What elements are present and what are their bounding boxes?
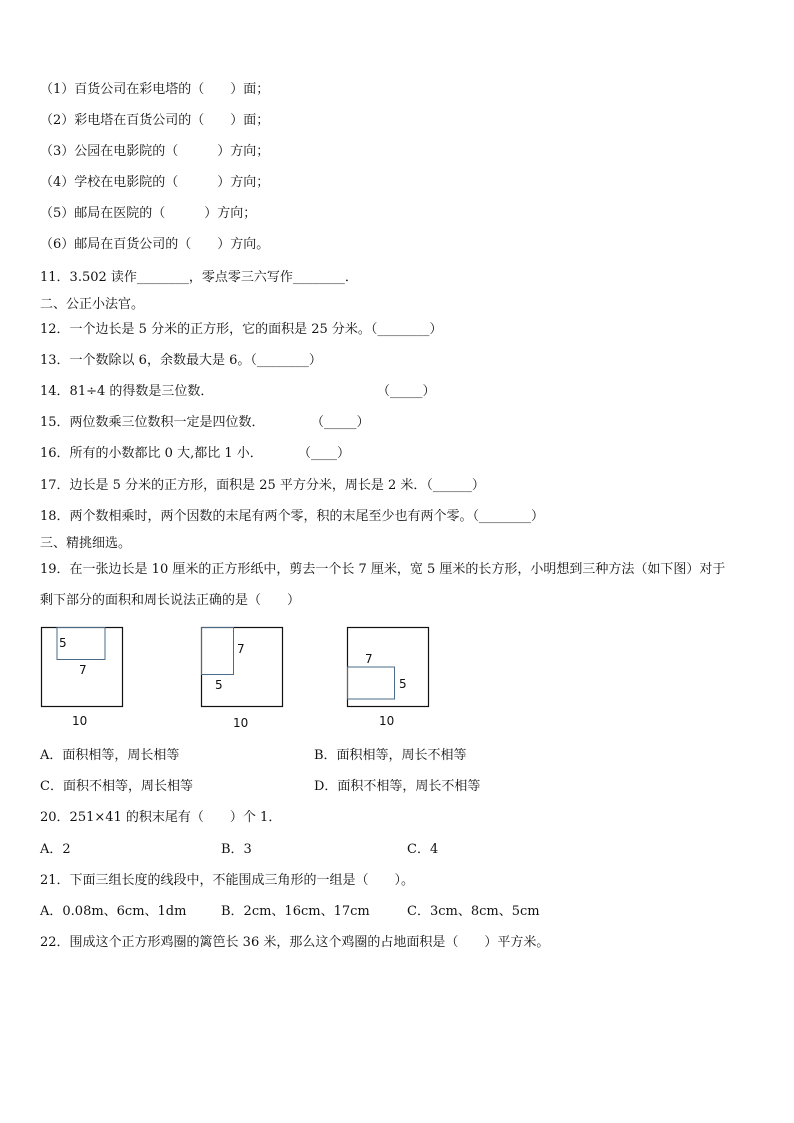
question-12: 12．一个边长是 5 分米的正方形，它的面积是 25 分米。（________） <box>40 322 443 337</box>
question-15: 15．两位数乘三位数积一定是四位数． <box>40 415 265 430</box>
figure-3-cut-rect <box>348 667 395 699</box>
figure-2-cut-rect <box>202 628 234 675</box>
figure-2 <box>201 627 291 736</box>
question-19-line1: 19．在一张边长是 10 厘米的正方形纸中，剪去一个长 7 厘米，宽 5 厘米的长方形，小明想到三种方法（如下图）对于 <box>40 562 726 577</box>
question-13: 13．一个数除以 6，余数最大是 6。（________） <box>40 353 322 368</box>
question-22: 22．围成这个正方形鸡圈的篱笆长 36 米，那么这个鸡圈的占地面积是（ ）平方米。 <box>40 935 550 950</box>
question-16: 16．所有的小数都比 0 大,都比 1 小． <box>40 446 263 461</box>
question-21-option-c[interactable]: C．3cm、8cm、5cm <box>407 904 540 919</box>
question-19-option-a[interactable]: A．面积相等，周长相等 <box>40 748 180 763</box>
sub-item-4: （4）学校在电影院的（ ）方向； <box>40 175 270 190</box>
question-14-blank: （_____） <box>377 384 436 399</box>
section-3-heading: 三、精挑细选。 <box>40 536 132 551</box>
sub-item-2: （2）彩电塔在百货公司的（ ）面； <box>40 113 270 128</box>
figure-3 <box>347 627 437 736</box>
figure-1-label-short: 5 <box>59 636 67 650</box>
figure-3-label-side: 10 <box>379 714 395 728</box>
question-17: 17．边长是 5 分米的正方形，面积是 25 平方分米，周长是 2 米．（______） <box>40 478 485 493</box>
figure-3-label-short: 5 <box>399 677 407 691</box>
question-20-option-a[interactable]: A．2 <box>40 842 71 857</box>
question-19-option-b[interactable]: B．面积相等，周长不相等 <box>314 748 467 763</box>
figure-3-label-long: 7 <box>365 652 373 666</box>
question-20-option-c[interactable]: C．4 <box>407 842 439 857</box>
question-21-option-b[interactable]: B．2cm、16cm、17cm <box>221 904 370 919</box>
question-21-option-a[interactable]: A．0.08m、6cm、1dm <box>40 904 187 919</box>
figure-1 <box>41 627 131 736</box>
figure-2-square <box>202 628 283 707</box>
question-18: 18．两个数相乘时，两个因数的末尾有两个零，积的末尾至少也有两个零。（________） <box>40 509 545 524</box>
question-14: 14．81÷4 的得数是三位数． <box>40 384 214 399</box>
figure-1-label-side: 10 <box>72 714 88 728</box>
sub-item-3: （3）公园在电影院的（ ）方向； <box>40 144 270 159</box>
sub-item-5: （5）邮局在医院的（ ）方向； <box>40 206 257 221</box>
sub-item-1: （1）百货公司在彩电塔的（ ）面； <box>40 82 270 97</box>
question-20-option-b[interactable]: B．3 <box>221 842 252 857</box>
question-15-blank: （_____） <box>311 415 370 430</box>
question-19-option-c[interactable]: C．面积不相等，周长相等 <box>40 779 193 794</box>
sub-item-6: （6）邮局在百货公司的（ ）方向。 <box>40 237 270 252</box>
question-20: 20．251×41 的积末尾有（ ）个 1． <box>40 810 282 825</box>
question-11: 11．3.502 读作________，零点零三六写作________． <box>40 270 358 285</box>
question-19-option-d[interactable]: D．面积不相等，周长不相等 <box>314 779 481 794</box>
figure-2-label-short: 5 <box>215 678 223 692</box>
question-21: 21．下面三组长度的线段中，不能围成三角形的一组是（ ）。 <box>40 873 415 888</box>
section-2-heading: 二、公正小法官。 <box>40 297 145 312</box>
question-16-blank: （____） <box>298 446 351 461</box>
figure-1-label-long: 7 <box>79 663 87 677</box>
figure-2-label-long: 7 <box>237 642 245 656</box>
question-19-line2: 剩下部分的面积和周长说法正确的是（ ） <box>40 593 301 608</box>
figure-2-label-side: 10 <box>233 716 249 730</box>
